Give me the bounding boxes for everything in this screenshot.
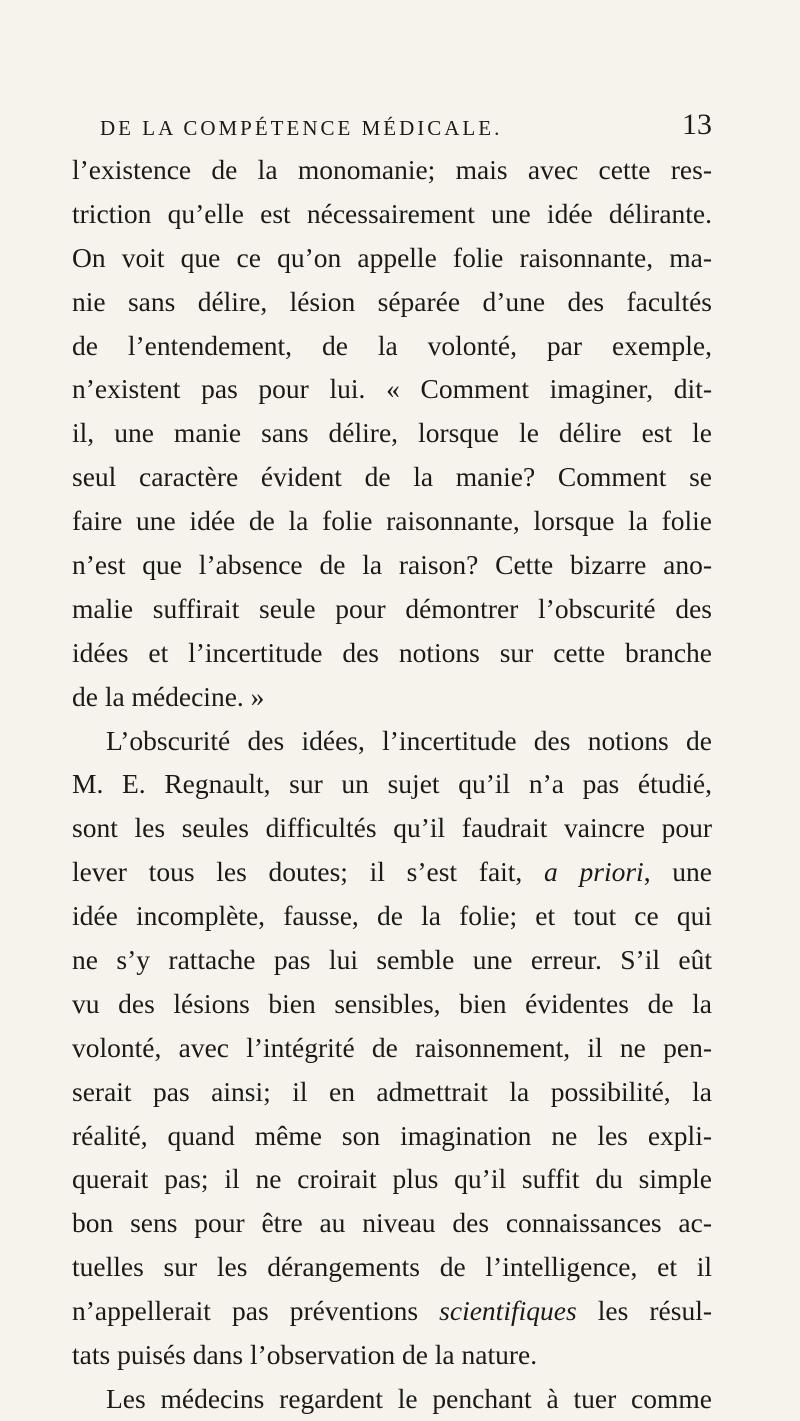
text-line: On voit que ce qu’on appelle folie raisonnante, ma- [72, 241, 712, 273]
text-line: ne s’y rattache pas lui semble une erreur. S’il eût [72, 944, 712, 976]
text-line: querait pas; il ne croirait plus qu’il suffit du simple [72, 1163, 712, 1195]
text-line: de la médecine. » [72, 680, 265, 712]
page-header [100, 108, 712, 144]
italic-term: a priori [544, 856, 644, 888]
text-line: L’obscurité des idées, l’incertitude des notions de [106, 724, 712, 756]
text-line: il, une manie sans délire, lorsque le délire est le [72, 417, 712, 449]
text-line: faire une idée de la folie raisonnante, lorsque la folie [72, 505, 712, 537]
text-segment: n’appellerait pas préventions [72, 1295, 440, 1327]
body-text [72, 148, 712, 1421]
text-line [72, 850, 712, 894]
text-segment: les résul- [576, 1295, 712, 1327]
running-head: DE LA COMPÉTENCE MÉDICALE. [100, 116, 503, 140]
italic-term: scientifiques [439, 1295, 577, 1327]
text-line: volonté, avec l’intégrité de raisonnement, il ne pen- [72, 1031, 712, 1063]
text-line: idée incomplète, fausse, de la folie; et tout ce qui [72, 900, 712, 932]
text-line: seul caractère évident de la manie? Comment se [72, 461, 712, 493]
text-line: n’est que l’absence de la raison? Cette bizarre ano- [72, 549, 712, 581]
text-line: serait pas ainsi; il en admettrait la possibilité, la [72, 1075, 712, 1107]
text-line [72, 1289, 712, 1333]
text-line: idées et l’incertitude des notions sur cette branche [72, 636, 712, 668]
text-line: Les médecins regardent le penchant à tuer comme [106, 1382, 712, 1414]
text-line: M. E. Regnault, sur un sujet qu’il n’a pas étudié, [72, 768, 712, 800]
text-segment: , une [643, 856, 712, 888]
text-line: triction qu’elle est nécessairement une idée délirante. [72, 197, 712, 229]
text-line: de l’entendement, de la volonté, par exemple, [72, 329, 712, 361]
text-line: tats puisés dans l’observation de la nature. [72, 1339, 538, 1371]
text-line: tuelles sur les dérangements de l’intelligence, et il [72, 1251, 712, 1283]
text-line: sont les seules difficultés qu’il faudrait vaincre pour [72, 812, 712, 844]
text-line: malie suffirait seule pour démontrer l’obscurité des [72, 592, 712, 624]
page-number: 13 [682, 108, 712, 141]
text-line: bon sens pour être au niveau des connaissances ac- [72, 1207, 712, 1239]
text-segment: lever tous les doutes; il s’est fait, [72, 856, 545, 888]
text-line: l’existence de la monomanie; mais avec cette res- [72, 154, 712, 185]
text-line: vu des lésions bien sensibles, bien évidentes de la [72, 987, 712, 1019]
text-line: réalité, quand même son imagination ne les expli- [72, 1119, 712, 1151]
text-line: n’existent pas pour lui. « Comment imaginer, dit- [72, 373, 712, 405]
text-line: nie sans délire, lésion séparée d’une des facultés [72, 285, 712, 317]
